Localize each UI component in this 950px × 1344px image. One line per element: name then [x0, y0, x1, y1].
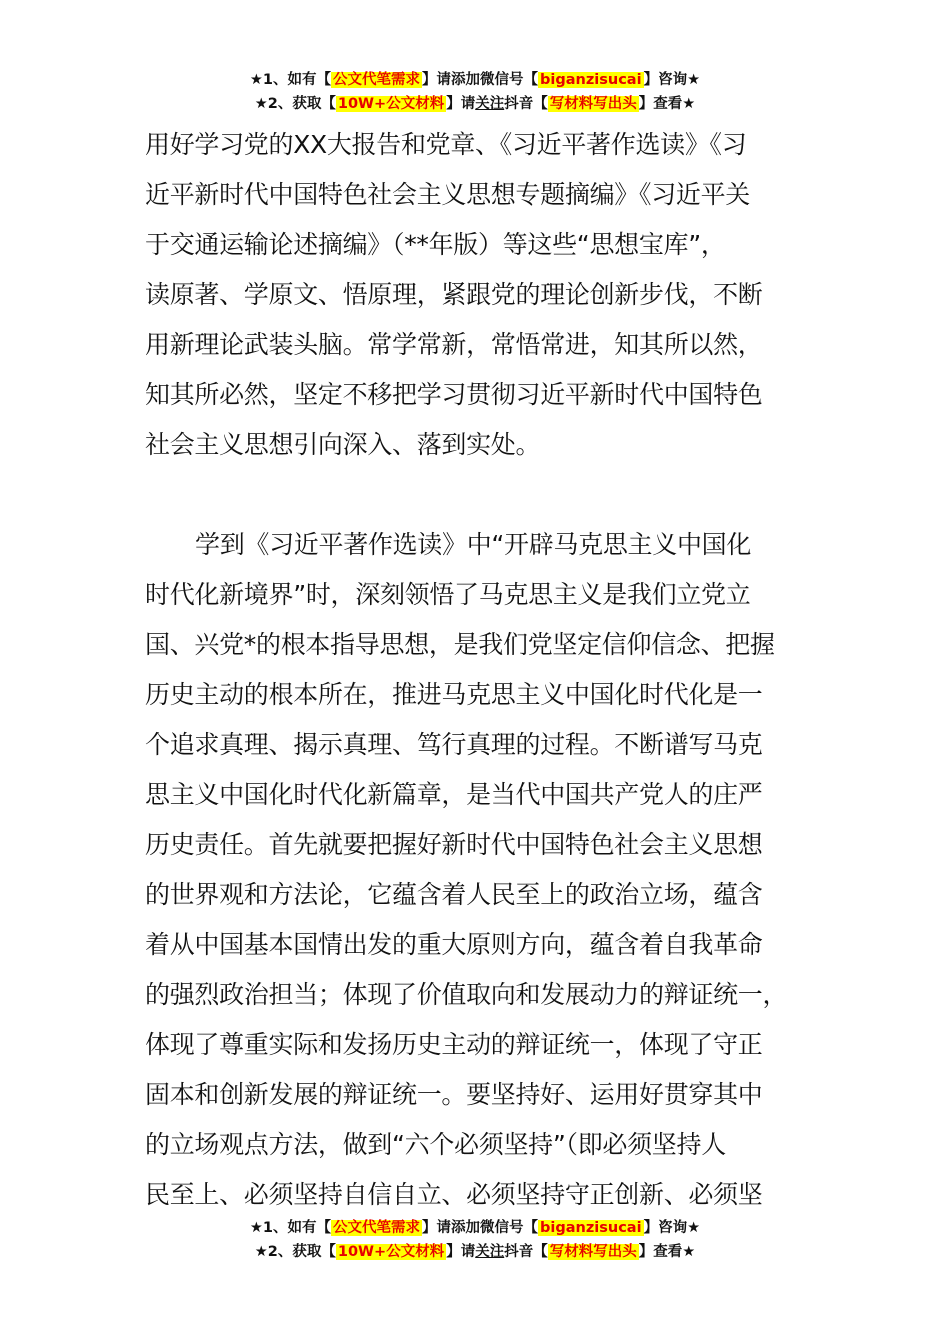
highlight-wechat-id: biganzisucai: [540, 72, 642, 88]
text-line: 历史责任。首先就要把握好新时代中国特色社会主义思想: [145, 830, 763, 859]
paragraph-2: [145, 520, 805, 1220]
banner-text: 】请: [446, 96, 476, 112]
banner-text: 】咨询★: [643, 72, 701, 88]
text-line: 社会主义思想引向深入、落到实处。: [145, 430, 541, 459]
footer-banner: [0, 1216, 950, 1264]
text-line: 的世界观和方法论，它蕴含着人民至上的政治立场，蕴含: [145, 880, 763, 909]
highlight-account: 写材料写出头: [549, 1244, 637, 1260]
text-line: 的立场观点方法，做到“六个必须坚持”（即必须坚持人: [145, 1130, 726, 1159]
text-line: 读原著、学原文、悟原理，紧跟党的理论创新步伐，不断: [145, 280, 763, 309]
paragraph-gap: [145, 470, 805, 520]
highlight-materials: 10W+公文材料: [337, 1244, 445, 1260]
banner-text: ★1、如有【: [249, 1220, 332, 1236]
text-line: 思主义中国化时代化新篇章，是当代中国共产党人的庄严: [145, 780, 763, 809]
header-banner: [0, 68, 950, 116]
highlight-materials: 10W+公文材料: [337, 96, 445, 112]
banner-line-1: [0, 68, 950, 92]
underlined-follow: 关注: [475, 96, 505, 112]
text-line: 用新理论武装头脑。常学常新，常悟常进，知其所以然，: [145, 330, 763, 359]
text-line: 着从中国基本国情出发的重大原则方向，蕴含着自我革命: [145, 930, 763, 959]
text-line: 近平新时代中国特色社会主义思想专题摘编》《习近平关: [145, 180, 751, 209]
document-body: [145, 120, 805, 1220]
banner-line-2: [0, 1240, 950, 1264]
highlight-account: 写材料写出头: [549, 96, 637, 112]
text-line: 个追求真理、揭示真理、笃行真理的过程。不断谱写马克: [145, 730, 763, 759]
text-line: 历史主动的根本所在，推进马克思主义中国化时代化是一: [145, 680, 763, 709]
banner-line-2: [0, 92, 950, 116]
banner-text: 】查看★: [638, 96, 696, 112]
text-line: 民至上、必须坚持自信自立、必须坚持守正创新、必须坚: [145, 1180, 763, 1209]
text-line: 固本和创新发展的辩证统一。要坚持好、运用好贯穿其中: [145, 1080, 763, 1109]
text-line: 体现了尊重实际和发扬历史主动的辩证统一，体现了守正: [145, 1030, 763, 1059]
banner-line-1: [0, 1216, 950, 1240]
banner-text: ★2、获取【: [254, 1244, 336, 1260]
paragraph-1: [145, 120, 805, 470]
highlight-service: 公文代笔需求: [333, 1220, 421, 1236]
text-line: 知其所必然，坚定不移把学习贯彻习近平新时代中国特色: [145, 380, 763, 409]
text-line: 的强烈政治担当；体现了价值取向和发展动力的辩证统一，: [145, 980, 788, 1009]
text-line: 国、兴党*的根本指导思想，是我们党坚定信仰信念、把握: [145, 630, 775, 659]
banner-text: ★2、获取【: [254, 96, 336, 112]
highlight-service: 公文代笔需求: [333, 72, 421, 88]
banner-text: 】咨询★: [643, 1220, 701, 1236]
banner-text: 】请添加微信号【: [422, 1220, 539, 1236]
banner-text: 】请: [446, 1244, 476, 1260]
banner-text: 抖音【: [504, 1244, 548, 1260]
text-line: 时代化新境界”时，深刻领悟了马克思主义是我们立党立: [145, 580, 751, 609]
text-line: 用好学习党的XX大报告和党章、《习近平著作选读》《习: [145, 130, 747, 159]
highlight-wechat-id: biganzisucai: [540, 1220, 642, 1236]
banner-text: ★1、如有【: [249, 72, 332, 88]
banner-text: 】请添加微信号【: [422, 72, 539, 88]
text-line: 于交通运输论述摘编》（**年版）等这些“思想宝库”，: [145, 230, 726, 259]
banner-text: 抖音【: [504, 96, 548, 112]
banner-text: 】查看★: [638, 1244, 696, 1260]
text-line: 学到《习近平著作选读》中“开辟马克思主义中国化: [195, 530, 752, 559]
underlined-follow: 关注: [475, 1244, 505, 1260]
